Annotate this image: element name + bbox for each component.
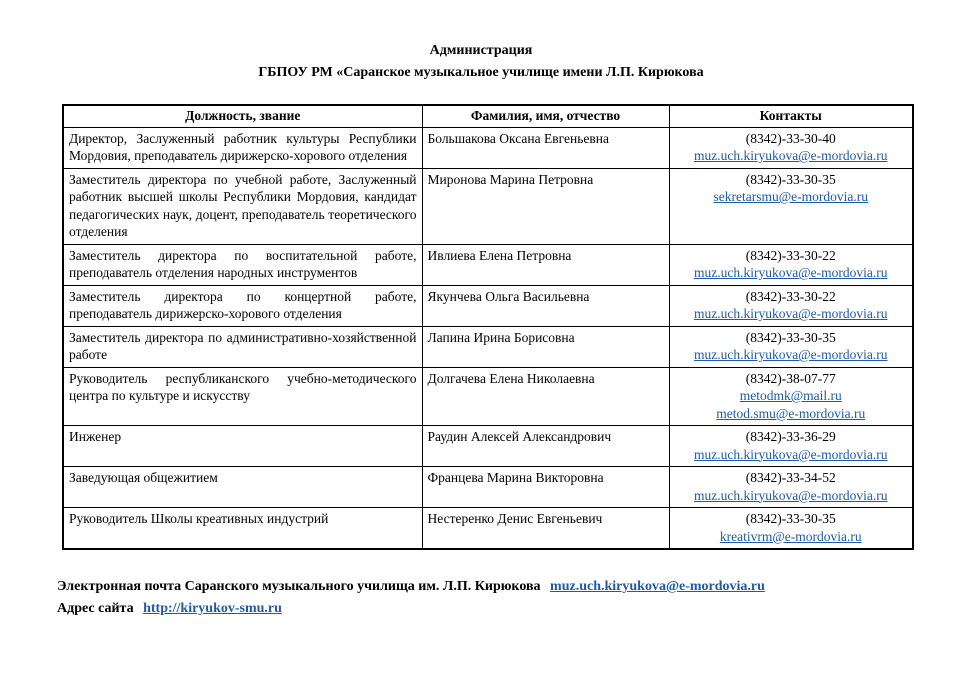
table-row — [63, 508, 913, 550]
email-link[interactable]: muz.uch.kiryukova@e-mordovia.ru — [693, 446, 888, 462]
phone-number: (8342)-33-30-35 — [745, 329, 836, 345]
contacts-table — [62, 104, 914, 550]
email-link[interactable]: metodmk@mail.ru — [739, 388, 842, 403]
column-header-position: Должность, звание — [63, 105, 422, 127]
position-cell: Заместитель директора по учебной работе, Заслуженный работник высшей школы Республики Мордовия, кандидат педагогических наук, доцент, преподаватель теоретического отделения — [63, 168, 422, 244]
footer-site-line — [57, 598, 962, 620]
title-line-1: Администрация — [429, 43, 533, 58]
phone-number: (8342)-33-36-29 — [745, 429, 836, 444]
column-header-name: Фамилия, имя, отчество — [422, 105, 669, 127]
position-cell: Заведующая общежитием — [63, 467, 422, 508]
phone-number: (8342)-33-30-22 — [745, 247, 836, 263]
phone-number: (8342)-33-30-35 — [745, 511, 836, 526]
footer-email-label: Электронная почта Саранского музыкального училища им. Л.П. Кирюкова — [57, 579, 541, 594]
phone-number: (8342)-38-07-77 — [745, 370, 836, 386]
name-cell: Францева Марина Викторовна — [422, 467, 669, 508]
table-row — [63, 244, 913, 285]
phone-number: (8342)-33-30-22 — [745, 288, 836, 304]
contacts-cell — [669, 168, 913, 244]
phone-number: (8342)-33-30-40 — [745, 130, 836, 146]
email-link[interactable]: sekretarsmu@e-mordovia.ru — [713, 189, 868, 204]
email-link[interactable]: kreativrm@e-mordovia.ru — [719, 528, 862, 544]
position-cell: Заместитель директора по воспитательной работе, преподаватель отделения народных инструментов — [63, 244, 422, 285]
title-line-2: ГБПОУ РМ «Саранское музыкальное училище имени Л.П. Кирюкова — [258, 65, 704, 80]
contacts-cell — [669, 127, 913, 168]
name-cell: Раудин Алексей Александрович — [422, 426, 669, 467]
name-cell: Миронова Марина Петровна — [422, 168, 669, 244]
name-cell: Большакова Оксана Евгеньевна — [422, 127, 669, 168]
contacts-cell — [669, 467, 913, 508]
contacts-cell — [669, 367, 913, 426]
table-row — [63, 285, 913, 326]
name-cell: Якунчева Ольга Васильевна — [422, 285, 669, 326]
email-link[interactable]: muz.uch.kiryukova@e-mordovia.ru — [693, 265, 888, 280]
position-cell: Заместитель директора по административно-хозяйственной работе — [63, 326, 422, 367]
position-cell: Руководитель Школы креативных индустрий — [63, 508, 422, 550]
footer-email-line — [57, 576, 962, 598]
name-cell: Нестеренко Денис Евгеньевич — [422, 508, 669, 550]
name-cell: Лапина Ирина Борисовна — [422, 326, 669, 367]
contacts-cell — [669, 285, 913, 326]
phone-number: (8342)-33-34-52 — [745, 470, 836, 485]
position-cell: Заместитель директора по концертной работе, преподаватель дирижерско-хорового отделения — [63, 285, 422, 326]
footer-email-link[interactable]: muz.uch.kiryukova@e-mordovia.ru — [550, 579, 765, 594]
table-row — [63, 127, 913, 168]
page-title — [0, 40, 962, 84]
email-link[interactable]: muz.uch.kiryukova@e-mordovia.ru — [693, 347, 888, 362]
contacts-cell — [669, 508, 913, 550]
position-cell: Директор, Заслуженный работник культуры Республики Мордовия, преподаватель дирижерско-хорового отделения — [63, 127, 422, 168]
footer-site-label: Адрес сайта — [57, 601, 134, 616]
footer-site-link[interactable]: http://kiryukov-smu.ru — [143, 601, 282, 616]
position-cell: Инженер — [63, 426, 422, 467]
phone-number: (8342)-33-30-35 — [745, 171, 836, 187]
contacts-cell — [669, 426, 913, 467]
position-cell: Руководитель республиканского учебно-методического центра по культуре и искусству — [63, 367, 422, 426]
email-link[interactable]: muz.uch.kiryukova@e-mordovia.ru — [693, 148, 888, 163]
table-row — [63, 467, 913, 508]
column-header-contacts: Контакты — [669, 105, 913, 127]
email-link[interactable]: muz.uch.kiryukova@e-mordovia.ru — [693, 306, 888, 321]
name-cell: Долгачева Елена Николаевна — [422, 367, 669, 426]
name-cell: Ивлиева Елена Петровна — [422, 244, 669, 285]
table-row — [63, 168, 913, 244]
table-row — [63, 426, 913, 467]
email-link[interactable]: muz.uch.kiryukova@e-mordovia.ru — [693, 487, 888, 503]
contacts-cell — [669, 326, 913, 367]
footer — [57, 576, 962, 620]
table-row — [63, 367, 913, 426]
table-header-row — [63, 105, 913, 127]
email-link[interactable]: metod.smu@e-mordovia.ru — [716, 405, 866, 421]
table-row — [63, 326, 913, 367]
contacts-cell — [669, 244, 913, 285]
